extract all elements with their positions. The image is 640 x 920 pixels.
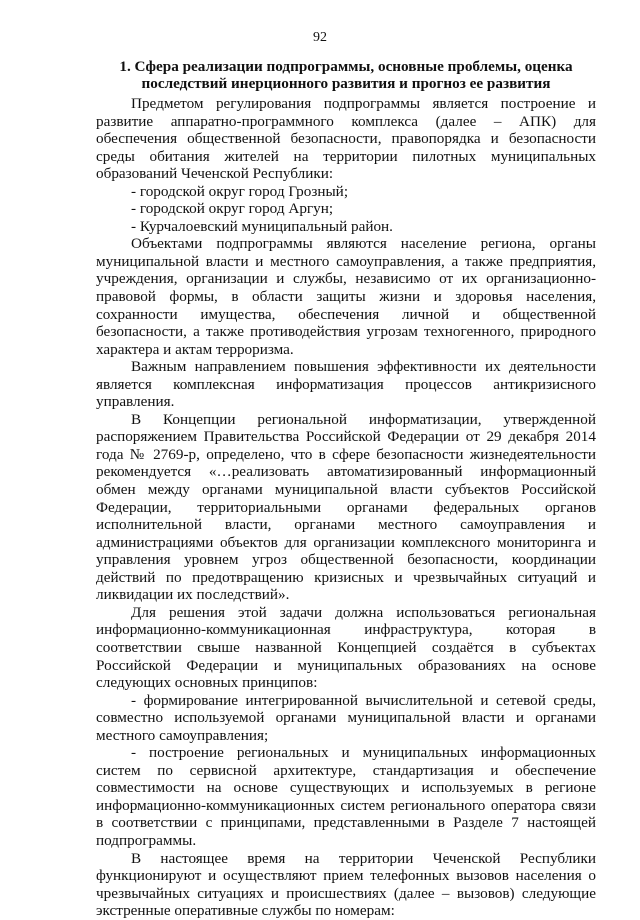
list-item-service-architecture: - построение региональных и муниципальных информационных систем по сервисной архитектуре, стандартизация и обеспечение совместимости на основе существующих и используемых в регионе информационно-коммуникационных систем регионального оператора связи в соответствии с принципами, представленными в Разделе 7 настоящей подпрограммы. [96,744,596,849]
paragraph-direction: Важным направлением повышения эффективности их деятельности является комплексная информатизация процессов антикризисного управления. [96,358,596,411]
body-text [96,95,596,920]
paragraph-objects: Объектами подпрограммы являются население региона, органы муниципальной власти и местного самоуправления, а также предприятия, учреждения, организации и службы, независимо от их организационно-правовой формы, в области защиты жизни и здоровья населения, сохранности имущества, обеспечения личной и общественной безопасности, а также противодействия угрозам техногенного, природного характера и актам терроризма. [96,235,596,358]
list-item-integrated-environment: - формирование интегрированной вычислительной и сетевой среды, совместно используемой органами муниципальной власти и органами местного самоуправления; [96,691,596,744]
list-item-argun: - городской округ город Аргун; [131,200,334,218]
paragraph-subject: Предметом регулирования подпрограммы является построение и развитие аппаратно-программного комплекса (далее – АПК) для обеспечения общественной безопасности, правопорядка и безопасности среды обитания жителей на территории пилотных муниципальных образований Чеченской Республики: [96,95,596,183]
paragraph-concept: В Концепции региональной информатизации, утвержденной распоряжением Правительства Российской Федерации от 29 декабря 2014 года № 2769-р, определено, что в сфере безопасности жизнедеятельности рекомендуется «…реализовать автоматизированный информационный обмен между органами муниципальной власти субъектов Российской Федерации, территориальными органами федеральных органов исполнительной власти, органами местного самоуправления и администрациями объектов для организации комплексного мониторинга и управления уровнем угроз общественной безопасности, координации действий по предотвращению кризисных и чрезвычайных ситуаций и ликвидации их последствий». [96,410,596,604]
paragraph-infrastructure: Для решения этой задачи должна использоваться региональная информационно-коммуникационная инфраструктура, которая в соответствии свыше названной Концепцией создаётся в субъектах Российской Федерации и муниципальных образованиях на основе следующих основных принципов: [96,603,596,692]
list-item-kurchaloy: - Курчалоевский муниципальный район. [131,217,393,235]
paragraph-emergency-services: В настоящее время на территории Чеченской Республики функционируют и осуществляют прием телефонных вызовов населения о чрезвычайных ситуациях и происшествиях (далее – вызовов) следующие экстренные оперативные службы по номерам: [96,849,596,920]
list-item-grozny: - городской округ город Грозный; [131,182,349,200]
section-heading: 1. Сфера реализации подпрограммы, основные проблемы, оценка последствий инерционного развития и прогноз ее развития [119,58,573,92]
page-number: 92 [313,30,327,45]
